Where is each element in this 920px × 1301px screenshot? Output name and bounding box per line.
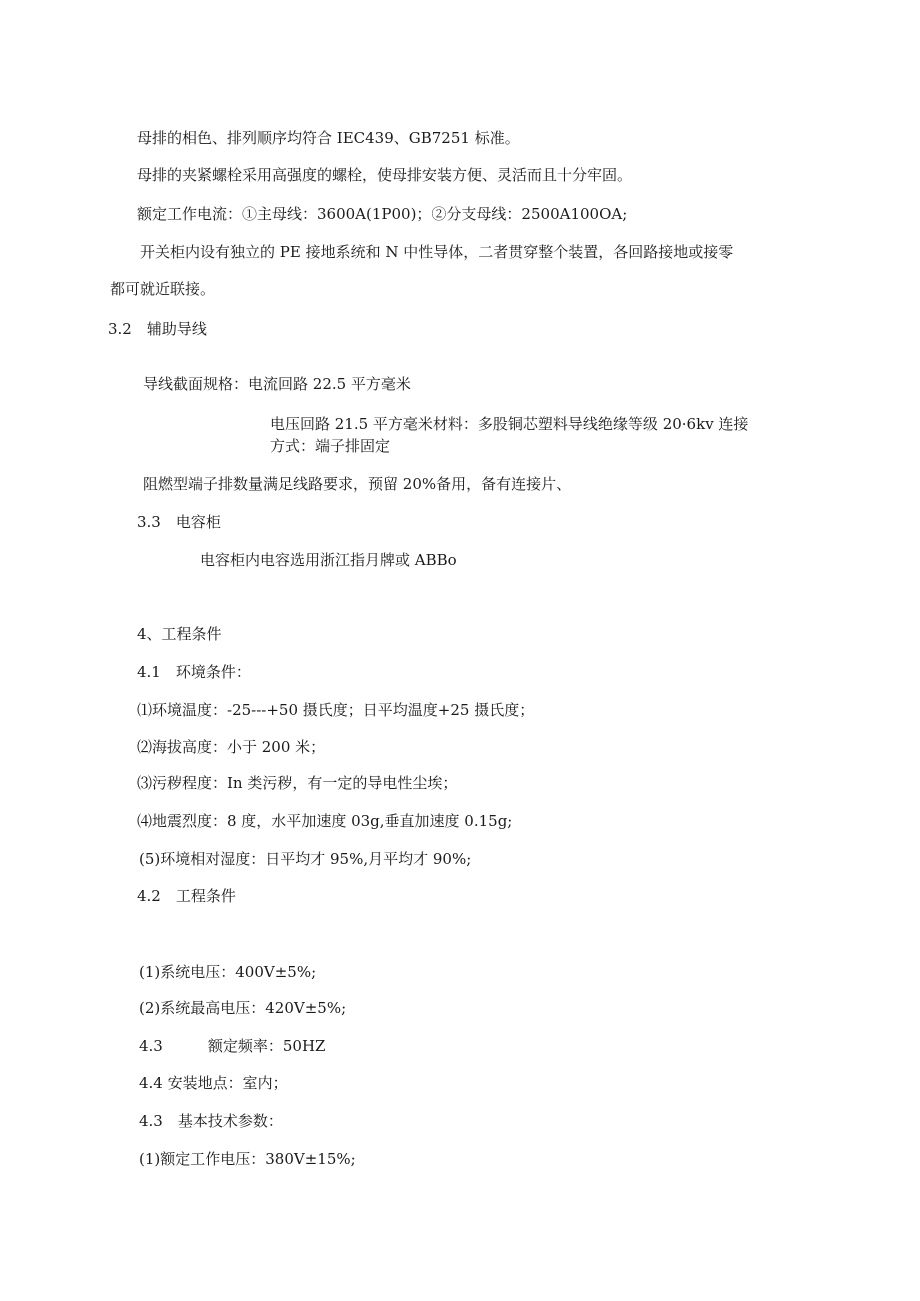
pe-grounding-line: 开关柜内设有独立的 PE 接地系统和 N 中性导体，二者贯穿整个装置，各回路接地或接零 xyxy=(140,243,734,261)
capacitor-brand-line: 电容柜内电容选用浙江指月牌或 ABBo xyxy=(200,551,457,569)
pollution-level-line: ⑶污秽程度：In 类污秽，有一定的导电性尘埃； xyxy=(137,774,458,792)
busbar-phase-color-line: 母排的相色、排列顺序均符合 IEC439、GB7251 标准。 xyxy=(137,129,520,147)
section-heading-4-1: 4.1 环境条件： xyxy=(137,663,251,681)
wire-cross-section-line: 导线截面规格：电流回路 22.5 平方毫米 xyxy=(143,375,411,393)
relative-humidity-line: (5)环境相对湿度：日平均才 95%,月平均才 90%; xyxy=(139,850,472,868)
ambient-temperature-line: ⑴环境温度：-25---+50 摄氏度；日平均温度+25 摄氏度； xyxy=(137,701,535,719)
connection-method-line: 方式：端子排固定 xyxy=(270,437,391,455)
altitude-line: ⑵海拔高度：小于 200 米； xyxy=(137,738,326,756)
section-heading-4-2: 4.2 工程条件 xyxy=(137,887,236,905)
installation-location-line: 4.4 安装地点：室内； xyxy=(139,1074,288,1092)
busbar-clamp-bolt-line: 母排的夹紧螺栓采用高强度的螺栓，使母排安装方便、灵活而且十分牢固。 xyxy=(137,166,633,184)
section-heading-3-2: 3.2 辅助导线 xyxy=(108,320,207,338)
section-heading-4: 4、工程条件 xyxy=(137,625,222,643)
pe-grounding-line-continued: 都可就近联接。 xyxy=(110,280,216,298)
max-system-voltage-line: (2)系统最高电压：420V±5%; xyxy=(139,999,347,1017)
basic-technical-parameters-heading: 4.3 基本技术参数： xyxy=(139,1112,283,1130)
rated-current-line: 额定工作电流：①主母线：3600A(1P00)；②分支母线：2500A100OA; xyxy=(137,205,628,223)
system-voltage-line: (1)系统电压：400V±5%; xyxy=(139,963,317,981)
section-heading-3-3: 3.3 电容柜 xyxy=(137,513,221,531)
rated-working-voltage-line: (1)额定工作电压：380V±15%; xyxy=(139,1150,356,1168)
seismic-intensity-line: ⑷地震烈度：8 度，水平加速度 03g,垂直加速度 0.15g; xyxy=(137,812,513,830)
voltage-circuit-line: 电压回路 21.5 平方毫米材料：多股铜芯塑料导线绝缘等级 20·6kv 连接 xyxy=(270,415,749,433)
terminal-block-line: 阻燃型端子排数量满足线路要求，预留 20%备用，备有连接片、 xyxy=(143,475,572,493)
rated-frequency-line: 4.3 额定频率：50HZ xyxy=(139,1037,326,1055)
